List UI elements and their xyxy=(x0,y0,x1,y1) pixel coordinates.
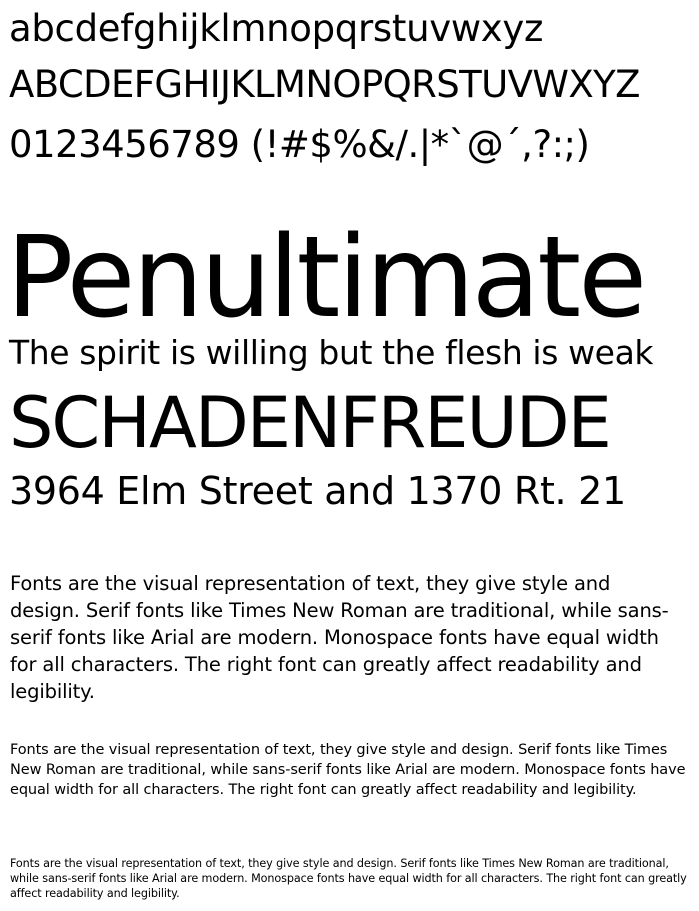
sample-sentence: The spirit is willing but the flesh is weak xyxy=(9,333,654,372)
paragraph-small: Fonts are the visual representation of text, they give style and design. Serif fonts like Times New Roman are traditional, while sans-serif fonts like Arial are modern. Monospace fonts have equal width for all characters. The right font can greatly affect readability and legibility. xyxy=(10,857,687,900)
lowercase-alphabet: abcdefghijklmnopqrstuvwxyz xyxy=(9,7,544,50)
uppercase-alphabet: ABCDEFGHIJKLMNOPQRSTUVWXYZ xyxy=(9,63,640,106)
digits-and-symbols: 0123456789 (!#$%&/.|*`@´,?:;) xyxy=(9,123,590,166)
sample-address: 3964 Elm Street and 1370 Rt. 21 xyxy=(9,469,626,513)
caps-word: SCHADENFREUDE xyxy=(9,382,610,464)
paragraph-medium: Fonts are the visual representation of text, they give style and design. Serif fonts like Times New Roman are traditional, while sans-serif fonts like Arial are modern. Monospace fonts have equal width for all characters. The right font can greatly affect readability and legibility. xyxy=(10,742,686,798)
hero-word: Penultimate xyxy=(6,213,645,343)
paragraph-large: Fonts are the visual representation of text, they give style and design. Serif fonts like Times New Roman are traditional, while sans-serif fonts like Arial are modern. Monospace fonts have equal width for all characters. The right font can greatly affect readability and legibility. xyxy=(10,572,669,703)
